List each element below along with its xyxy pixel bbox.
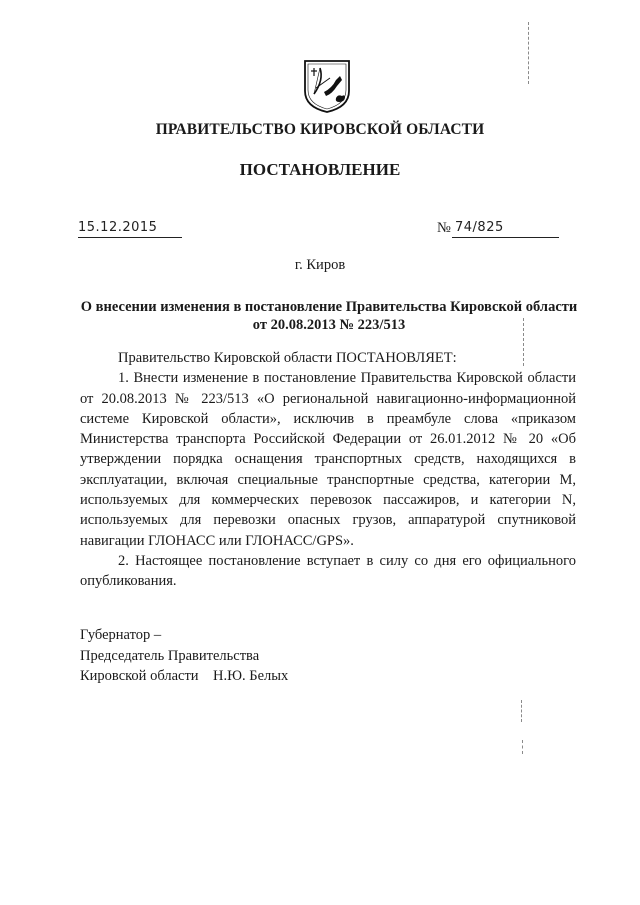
document-date: 15.12.2015 (78, 220, 158, 235)
signature-line-2: Председатель Правительства (80, 647, 260, 664)
preamble: Правительство Кировской области ПОСТАНОВЛЯЕТ: (118, 350, 457, 366)
paragraph-1: 1. Внести изменение в постановление Правительства Кировской области от 20.08.2013 № 223/513 «О региональной навигационно-информационной системе Кировской области», исключив в преамбуле слова «приказом Министерства транспорта Российской Федерации от 26.01.2012 № 20 «Об утверждении порядка оснащения транспортных средств, находящихся в эксплуатации, включая специальные транспортные средства, категории М, используемых для коммерческих перевозок пассажиров, и категории N, используемых для перевозки опасных грузов, аппаратурой спутниковой навигации ГЛОНАСС или ГЛОНАСС/GPS». (80, 370, 576, 549)
signature-block (80, 625, 288, 687)
scan-mark (522, 740, 523, 754)
paragraph-2: 2. Настоящее постановление вступает в силу со дня его официального опубликования. (80, 552, 576, 590)
signature-line-1: Губернатор – (80, 627, 162, 643)
signature-line-3: Кировской области Н.Ю. Белых (80, 668, 289, 684)
document-number: 74/825 (455, 220, 504, 235)
scan-mark (528, 22, 529, 84)
scan-mark (523, 318, 524, 366)
number-field (452, 219, 559, 238)
number-label: № (437, 220, 451, 236)
kirov-coat-of-arms-icon (302, 58, 352, 114)
organization-title: ПРАВИТЕЛЬСТВО КИРОВСКОЙ ОБЛАСТИ (155, 121, 485, 138)
city: г. Киров (294, 257, 346, 273)
document-body (80, 348, 576, 592)
document-title: О внесении изменения в постановление Правительства Кировской области от 20.08.2013 № 223/513 (80, 299, 578, 333)
date-field (78, 219, 182, 238)
document-type: ПОСТАНОВЛЕНИЕ (239, 160, 401, 179)
scan-mark (521, 700, 522, 722)
